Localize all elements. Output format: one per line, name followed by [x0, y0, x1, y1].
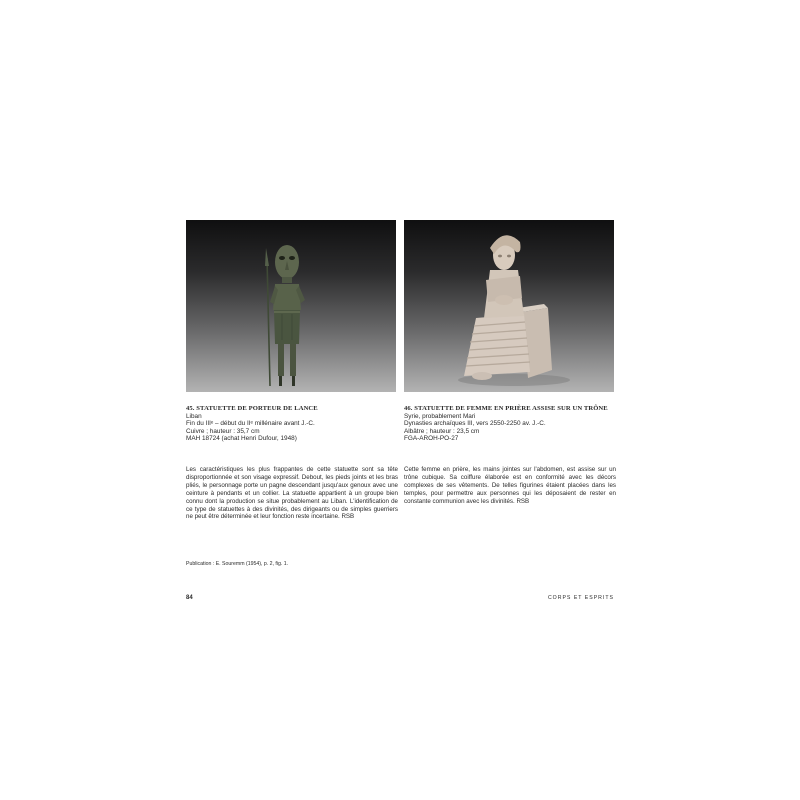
item-46-date: Dynasties archaïques III, vers 2550-2250 av. J.-C. — [404, 420, 546, 428]
caption-item-45 — [186, 405, 401, 443]
item-45-material: Cuivre ; hauteur : 35,7 cm — [186, 427, 260, 435]
item-46-title: 46. STATUETTE DE FEMME EN PRIÈRE ASSISE SUR UN TRÔNE — [404, 405, 608, 412]
item-45-date: Fin du IIIᵉ – début du IIᵉ millénaire avant J.-C. — [186, 420, 315, 428]
item-46-origin: Syrie, probablement Mari — [404, 412, 476, 420]
item-46-description: Cette femme en prière, les mains jointes sur l'abdomen, est assise sur un trône cubique. Sa coiffure élaborée est en conformité avec les décors complexes de ses vêtements. De telles figurines étaient placées dans les temples, pour permettre aux personnes qui les déposaient de rester en constante communion avec les divinités. RSB — [404, 466, 616, 505]
running-head: CORPS ET ESPRITS — [547, 595, 614, 601]
page-number: 84 — [186, 595, 193, 601]
caption-item-46 — [404, 405, 619, 443]
spear-bearer-statuette-illustration — [186, 220, 396, 392]
photo-seated-woman-statuette — [404, 220, 614, 392]
seated-woman-statuette-illustration — [404, 220, 614, 392]
item-45-title: 45. STATUETTE DE PORTEUR DE LANCE — [186, 405, 318, 412]
item-46-material: Albâtre ; hauteur : 23,5 cm — [404, 427, 480, 435]
photo-spear-bearer-statuette — [186, 220, 396, 392]
item-45-description: Les caractéristiques les plus frappantes de cette statuette sont sa tête disproportionnée et son visage expressif. Debout, les pieds joints et les bras pliés, le personnage porte un pagne descendant jusqu'aux genoux avec une ceinture à pendants et un collier. La statuette appartient à un groupe bien connu dont la production se situe probablement au Liban. L'identification de ce type de statuettes à des divinités, des dirigeants ou de simples guerriers ne peut être déterminée et leur fonction reste incertaine. RSB — [186, 466, 398, 521]
item-45-publication: Publication : E. Souremm (1954), p. 2, fig. 1. — [186, 561, 289, 567]
item-45-inventory: MAH 18724 (achat Henri Dufour, 1948) — [186, 435, 297, 443]
item-46-inventory: FGA-AROH-PO-27 — [404, 435, 459, 443]
item-45-origin: Liban — [186, 412, 202, 420]
